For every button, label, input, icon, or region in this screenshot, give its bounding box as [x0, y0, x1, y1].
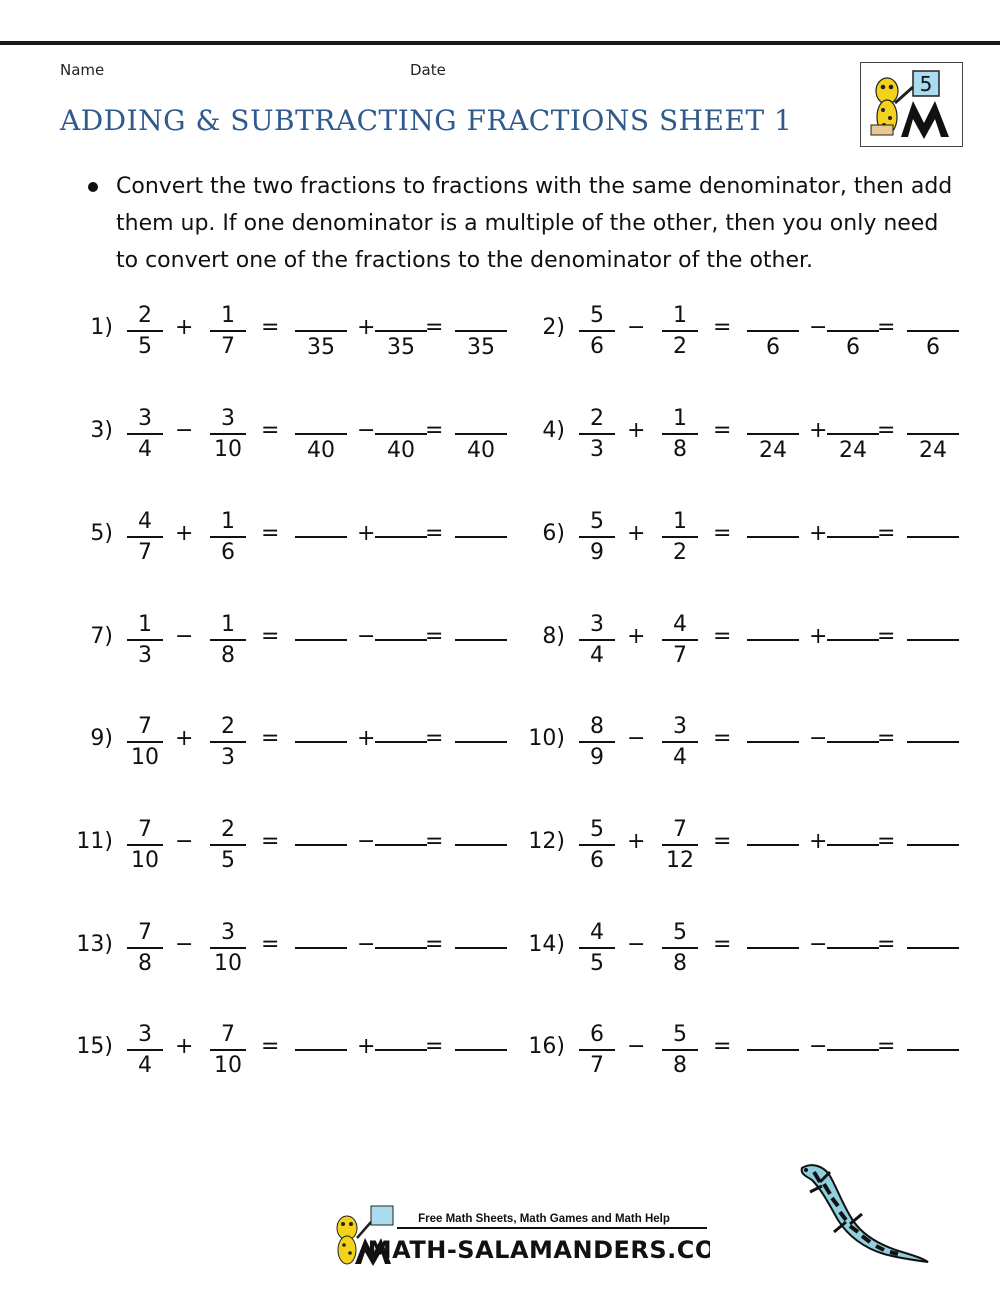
- denominator: 5: [590, 951, 604, 976]
- answer-line[interactable]: [747, 844, 799, 846]
- operator-sign: −: [809, 315, 828, 340]
- denominator: 4: [590, 643, 604, 668]
- operator-sign: −: [809, 932, 828, 957]
- denominator: 5: [221, 848, 235, 873]
- question-number: 14): [528, 932, 565, 957]
- grade-badge: 5: [919, 72, 933, 96]
- numerator: 1: [673, 406, 687, 431]
- question-number: 16): [528, 1034, 565, 1059]
- equals-sign: =: [261, 624, 280, 649]
- question-item: [75, 815, 505, 875]
- answer-line[interactable]: [747, 1049, 799, 1051]
- answer-line[interactable]: [827, 947, 879, 949]
- numerator: 4: [673, 612, 687, 637]
- fraction: [210, 301, 246, 361]
- equals-sign: =: [261, 726, 280, 751]
- fraction: [662, 918, 698, 978]
- equals-sign: =: [425, 315, 444, 340]
- page-title: ADDING & SUBTRACTING FRACTIONS SHEET 1: [60, 104, 793, 137]
- fraction: [210, 712, 246, 772]
- equals-sign: =: [425, 726, 444, 751]
- answer-denominator: 24: [919, 438, 947, 463]
- denominator: 8: [138, 951, 152, 976]
- denominator: 10: [131, 745, 159, 770]
- equals-sign: =: [877, 624, 896, 649]
- answer-line[interactable]: [455, 741, 507, 743]
- instructions-block: [88, 168, 958, 279]
- answer-line[interactable]: [827, 844, 879, 846]
- equals-sign: =: [425, 829, 444, 854]
- equals-sign: =: [713, 418, 732, 443]
- question-number: 8): [542, 624, 565, 649]
- answer-line[interactable]: [747, 330, 799, 332]
- operator-sign: −: [627, 1034, 646, 1059]
- question-item: [75, 918, 505, 978]
- numerator: 5: [673, 1022, 687, 1047]
- equals-sign: =: [713, 315, 732, 340]
- numerator: 1: [221, 303, 235, 328]
- answer-line[interactable]: [375, 433, 427, 435]
- question-item: [527, 815, 957, 875]
- denominator: 7: [590, 1053, 604, 1078]
- answer-line[interactable]: [827, 536, 879, 538]
- answer-line[interactable]: [827, 639, 879, 641]
- answer-line[interactable]: [455, 639, 507, 641]
- numerator: 4: [590, 920, 604, 945]
- operator-sign: +: [627, 624, 646, 649]
- denominator: 8: [673, 951, 687, 976]
- denominator: 4: [138, 437, 152, 462]
- denominator: 6: [221, 540, 235, 565]
- denominator: 8: [673, 437, 687, 462]
- name-label: Name: [60, 61, 105, 79]
- denominator: 10: [214, 951, 242, 976]
- operator-sign: +: [809, 829, 828, 854]
- answer-line[interactable]: [295, 330, 347, 332]
- answer-line[interactable]: [747, 741, 799, 743]
- footer-brand: MATH-SALAMANDERS.COM: [367, 1236, 710, 1264]
- fraction: [127, 507, 163, 567]
- numerator: 8: [590, 714, 604, 739]
- answer-line[interactable]: [375, 741, 427, 743]
- question-number: 15): [76, 1034, 113, 1059]
- question-number: 11): [76, 829, 113, 854]
- fraction: [662, 815, 698, 875]
- numerator: 7: [138, 817, 152, 842]
- answer-line[interactable]: [907, 433, 959, 435]
- numerator: 3: [673, 714, 687, 739]
- equals-sign: =: [877, 418, 896, 443]
- answer-line[interactable]: [295, 639, 347, 641]
- answer-denominator: 35: [387, 335, 415, 360]
- operator-sign: +: [809, 521, 828, 546]
- denominator: 7: [673, 643, 687, 668]
- question-number: 5): [90, 521, 113, 546]
- operator-sign: −: [627, 726, 646, 751]
- denominator: 9: [590, 745, 604, 770]
- answer-line[interactable]: [375, 844, 427, 846]
- equals-sign: =: [261, 521, 280, 546]
- answer-line[interactable]: [747, 433, 799, 435]
- answer-line[interactable]: [907, 844, 959, 846]
- numerator: 4: [138, 509, 152, 534]
- equals-sign: =: [261, 932, 280, 957]
- equals-sign: =: [425, 932, 444, 957]
- answer-denominator: 40: [387, 438, 415, 463]
- operator-sign: +: [627, 829, 646, 854]
- operator-sign: +: [175, 521, 194, 546]
- answer-denominator: 40: [307, 438, 335, 463]
- question-number: 3): [90, 418, 113, 443]
- question-item: [527, 507, 957, 567]
- numerator: 5: [590, 509, 604, 534]
- equals-sign: =: [877, 315, 896, 340]
- answer-line[interactable]: [907, 741, 959, 743]
- denominator: 10: [214, 437, 242, 462]
- numerator: 7: [138, 714, 152, 739]
- question-item: [75, 610, 505, 670]
- fraction: [579, 918, 615, 978]
- denominator: 5: [138, 334, 152, 359]
- question-number: 1): [90, 315, 113, 340]
- numerator: 2: [590, 406, 604, 431]
- numerator: 1: [221, 612, 235, 637]
- answer-line[interactable]: [295, 741, 347, 743]
- answer-line[interactable]: [827, 330, 879, 332]
- operator-sign: +: [357, 315, 376, 340]
- numerator: 3: [138, 406, 152, 431]
- equals-sign: =: [713, 1034, 732, 1059]
- fraction: [127, 815, 163, 875]
- fraction: [662, 404, 698, 464]
- fraction: [127, 610, 163, 670]
- operator-sign: −: [357, 932, 376, 957]
- fraction: [579, 1020, 615, 1080]
- operator-sign: −: [175, 829, 194, 854]
- equals-sign: =: [877, 1034, 896, 1059]
- denominator: 7: [221, 334, 235, 359]
- operator-sign: −: [357, 418, 376, 443]
- denominator: 3: [138, 643, 152, 668]
- denominator: 9: [590, 540, 604, 565]
- fraction: [579, 712, 615, 772]
- denominator: 7: [138, 540, 152, 565]
- answer-line[interactable]: [907, 330, 959, 332]
- fraction: [579, 815, 615, 875]
- numerator: 3: [138, 1022, 152, 1047]
- answer-line[interactable]: [375, 1049, 427, 1051]
- numerator: 1: [138, 612, 152, 637]
- equals-sign: =: [261, 315, 280, 340]
- denominator: 6: [590, 848, 604, 873]
- denominator: 6: [590, 334, 604, 359]
- numerator: 7: [138, 920, 152, 945]
- numerator: 1: [221, 509, 235, 534]
- numerator: 3: [221, 406, 235, 431]
- operator-sign: +: [357, 521, 376, 546]
- fraction: [127, 712, 163, 772]
- numerator: 5: [673, 920, 687, 945]
- equals-sign: =: [261, 1034, 280, 1059]
- question-number: 6): [542, 521, 565, 546]
- instructions-text: Convert the two fractions to fractions with the same denominator, then add them up. If one denominator is a multiple of the other, then you only need to convert one of the fractions to the denominator of the other.: [116, 174, 953, 273]
- answer-line[interactable]: [907, 1049, 959, 1051]
- answer-line[interactable]: [375, 639, 427, 641]
- date-label: Date: [410, 61, 446, 79]
- equals-sign: =: [877, 932, 896, 957]
- footer-tagline: Free Math Sheets, Math Games and Math Help: [418, 1213, 670, 1225]
- numerator: 7: [673, 817, 687, 842]
- operator-sign: −: [809, 726, 828, 751]
- answer-line[interactable]: [375, 330, 427, 332]
- operator-sign: −: [175, 418, 194, 443]
- numerator: 3: [590, 612, 604, 637]
- answer-line[interactable]: [747, 947, 799, 949]
- question-item: [75, 404, 505, 464]
- answer-line[interactable]: [747, 639, 799, 641]
- operator-sign: +: [175, 1034, 194, 1059]
- operator-sign: −: [357, 624, 376, 649]
- fraction: [662, 301, 698, 361]
- fraction: [210, 404, 246, 464]
- fraction: [210, 610, 246, 670]
- numerator: 2: [221, 714, 235, 739]
- question-number: 12): [528, 829, 565, 854]
- fraction: [210, 1020, 246, 1080]
- question-item: [527, 918, 957, 978]
- operator-sign: −: [627, 932, 646, 957]
- operator-sign: +: [627, 418, 646, 443]
- answer-line[interactable]: [375, 947, 427, 949]
- numerator: 3: [221, 920, 235, 945]
- answer-denominator: 6: [846, 335, 860, 360]
- numerator: 5: [590, 303, 604, 328]
- denominator: 2: [673, 540, 687, 565]
- operator-sign: +: [175, 726, 194, 751]
- operator-sign: −: [175, 932, 194, 957]
- fraction: [127, 404, 163, 464]
- numerator: 2: [221, 817, 235, 842]
- math-salamanders-grade-logo-icon: [860, 62, 963, 147]
- operator-sign: −: [627, 315, 646, 340]
- operator-sign: +: [357, 726, 376, 751]
- denominator: 10: [214, 1053, 242, 1078]
- denominator: 2: [673, 334, 687, 359]
- fraction: [579, 404, 615, 464]
- fraction: [662, 1020, 698, 1080]
- operator-sign: +: [809, 418, 828, 443]
- question-item: [527, 301, 957, 361]
- answer-line[interactable]: [455, 844, 507, 846]
- fraction: [127, 301, 163, 361]
- denominator: 10: [131, 848, 159, 873]
- question-item: [527, 1020, 957, 1080]
- answer-line[interactable]: [455, 536, 507, 538]
- numerator: 1: [673, 509, 687, 534]
- answer-line[interactable]: [907, 639, 959, 641]
- question-item: [75, 507, 505, 567]
- answer-line[interactable]: [907, 536, 959, 538]
- denominator: 4: [138, 1053, 152, 1078]
- answer-line[interactable]: [375, 536, 427, 538]
- denominator: 12: [666, 848, 694, 873]
- equals-sign: =: [425, 521, 444, 546]
- equals-sign: =: [713, 932, 732, 957]
- question-number: 10): [528, 726, 565, 751]
- question-item: [527, 404, 957, 464]
- answer-denominator: 40: [467, 438, 495, 463]
- answer-line[interactable]: [455, 947, 507, 949]
- answer-line[interactable]: [295, 433, 347, 435]
- denominator: 8: [673, 1053, 687, 1078]
- equals-sign: =: [713, 521, 732, 546]
- question-number: 13): [76, 932, 113, 957]
- answer-line[interactable]: [827, 1049, 879, 1051]
- fraction: [579, 301, 615, 361]
- fraction: [579, 610, 615, 670]
- answer-denominator: 24: [759, 438, 787, 463]
- numerator: 2: [138, 303, 152, 328]
- operator-sign: +: [175, 315, 194, 340]
- answer-denominator: 6: [926, 335, 940, 360]
- fraction: [579, 507, 615, 567]
- fraction: [127, 918, 163, 978]
- operator-sign: +: [809, 624, 828, 649]
- question-number: 9): [90, 726, 113, 751]
- fraction: [210, 507, 246, 567]
- answer-line[interactable]: [295, 536, 347, 538]
- fraction: [127, 1020, 163, 1080]
- answer-denominator: 35: [307, 335, 335, 360]
- answer-line[interactable]: [827, 433, 879, 435]
- equals-sign: =: [261, 829, 280, 854]
- answer-denominator: 24: [839, 438, 867, 463]
- numerator: 7: [221, 1022, 235, 1047]
- equals-sign: =: [425, 418, 444, 443]
- fraction: [662, 712, 698, 772]
- equals-sign: =: [877, 521, 896, 546]
- answer-line[interactable]: [827, 741, 879, 743]
- answer-denominator: 6: [766, 335, 780, 360]
- answer-line[interactable]: [295, 947, 347, 949]
- equals-sign: =: [713, 726, 732, 751]
- answer-denominator: 35: [467, 335, 495, 360]
- fraction: [662, 610, 698, 670]
- top-rule: [0, 41, 1000, 45]
- numerator: 1: [673, 303, 687, 328]
- denominator: 3: [590, 437, 604, 462]
- equals-sign: =: [877, 726, 896, 751]
- numerator: 6: [590, 1022, 604, 1047]
- question-item: [75, 1020, 505, 1080]
- operator-sign: −: [357, 829, 376, 854]
- fraction: [210, 815, 246, 875]
- salamander-icon: [790, 1160, 930, 1275]
- denominator: 4: [673, 745, 687, 770]
- question-item: [75, 712, 505, 772]
- operator-sign: −: [809, 1034, 828, 1059]
- answer-line[interactable]: [747, 536, 799, 538]
- equals-sign: =: [425, 624, 444, 649]
- denominator: 8: [221, 643, 235, 668]
- equals-sign: =: [877, 829, 896, 854]
- operator-sign: −: [175, 624, 194, 649]
- question-number: 2): [542, 315, 565, 340]
- fraction: [210, 918, 246, 978]
- numerator: 5: [590, 817, 604, 842]
- denominator: 3: [221, 745, 235, 770]
- answer-line[interactable]: [295, 844, 347, 846]
- equals-sign: =: [425, 1034, 444, 1059]
- answer-line[interactable]: [455, 330, 507, 332]
- answer-line[interactable]: [907, 947, 959, 949]
- equals-sign: =: [713, 829, 732, 854]
- answer-line[interactable]: [455, 433, 507, 435]
- operator-sign: +: [357, 1034, 376, 1059]
- question-item: [527, 610, 957, 670]
- question-number: 4): [542, 418, 565, 443]
- question-number: 7): [90, 624, 113, 649]
- fraction: [662, 507, 698, 567]
- equals-sign: =: [713, 624, 732, 649]
- question-item: [75, 301, 505, 361]
- equals-sign: =: [261, 418, 280, 443]
- answer-line[interactable]: [295, 1049, 347, 1051]
- question-item: [527, 712, 957, 772]
- math-salamanders-logo-icon: [325, 1198, 710, 1268]
- operator-sign: +: [627, 521, 646, 546]
- answer-line[interactable]: [455, 1049, 507, 1051]
- bullet-icon: [88, 182, 98, 192]
